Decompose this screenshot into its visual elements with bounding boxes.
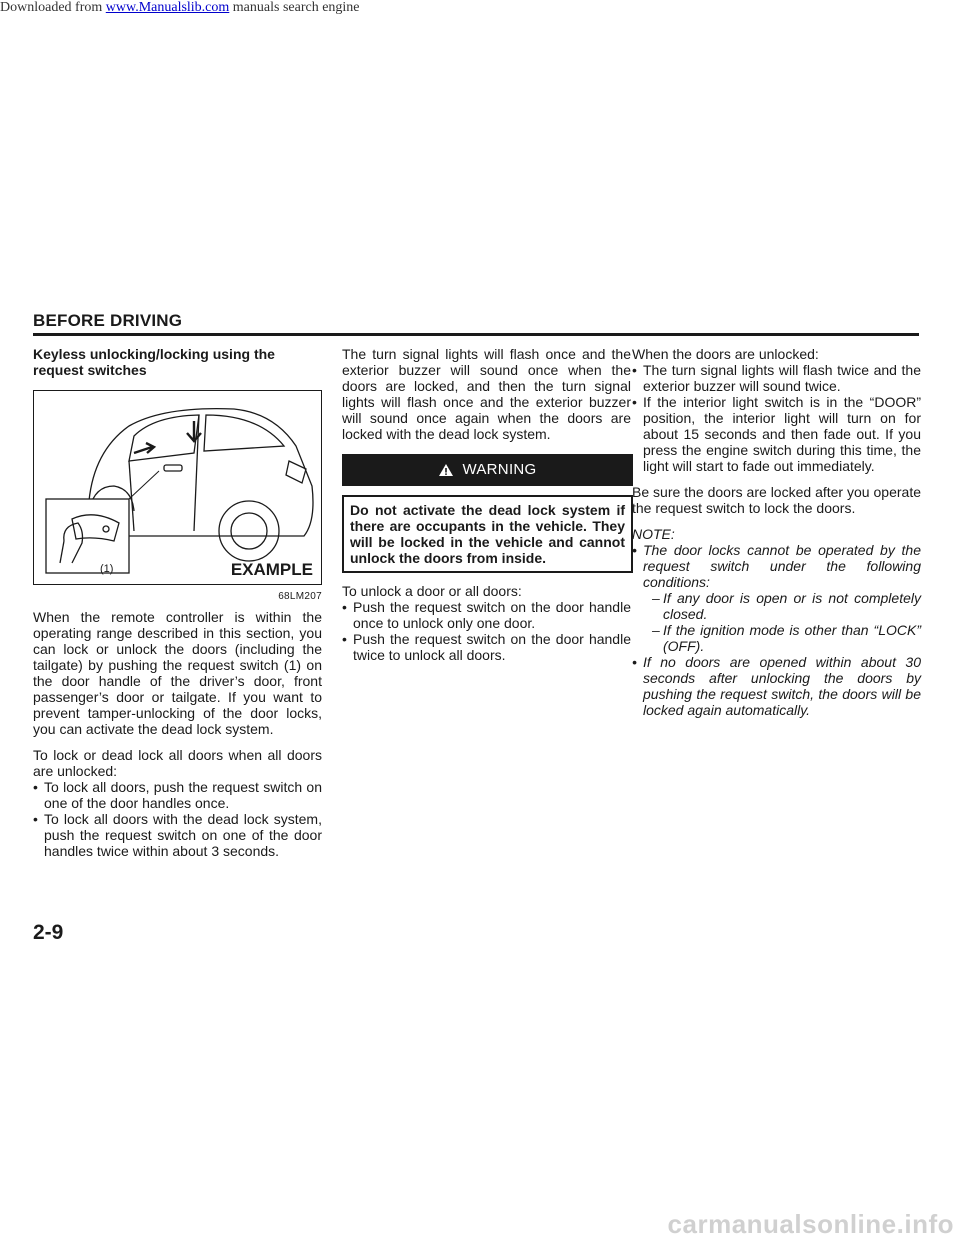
column-1 [33,346,322,869]
figure-label: EXAMPLE [230,560,313,579]
list-item: • The turn signal lights will flash twice and the exterior buzzer will sound twice. [632,362,921,394]
note-subitem: – If the ignition mode is other than “LOCK” (OFF). [643,622,921,654]
warning-box [342,454,633,573]
paragraph: To unlock a door or all doors: [342,583,522,599]
note-sublist [643,590,921,654]
banner-suffix: manuals search engine [229,0,360,15]
list-item: • Push the request switch on the door handle twice to unlock all doors. [342,631,631,663]
note-list [632,542,921,718]
note-subitem: – If any door is open or is not completely closed. [643,590,921,622]
warning-icon [438,463,454,477]
column-3 [632,346,921,728]
page-number: 2-9 [33,921,64,944]
paragraph: The turn signal lights will flash once and the exterior buzzer will sound once when the doors are locked, and then the turn signal lights will flash once and the exterior buzzer will sound once again when the doors are locked with the dead lock system. [342,346,631,442]
warning-title: WARNING [462,461,537,478]
car-drawing [34,391,321,584]
bullet-list [33,779,322,859]
bullet-list [632,362,921,474]
note-item-text: The door locks cannot be operated by the request switch under the following conditions: [643,542,921,590]
figure-code: 68LM207 [278,591,322,602]
note-label: NOTE: [632,526,675,542]
subsection-heading: Keyless unlocking/locking using the request switches [33,346,275,378]
section-title: BEFORE DRIVING [33,311,183,330]
list-item: • To lock all doors with the dead lock system, push the request switch on one of the door handles twice within about 3 seconds. [33,811,322,859]
figure-callout: (1) [100,563,114,575]
manualslib-link[interactable]: www.Manualslib.com [105,0,230,15]
warning-text: Do not activate the dead lock system if there are occupants in the vehicle. They will be locked in the vehicle and cannot unlock the doors from inside. [342,495,633,573]
watermark: carmanualsonline.info [667,1209,954,1239]
note-item: • If no doors are opened within about 30 seconds after unlocking the doors by pushing the request switch, the doors will be locked again automatically. [632,654,921,718]
paragraph: To lock or dead lock all doors when all doors are unlocked: [33,747,322,779]
download-banner [0,0,960,15]
paragraph: When the remote controller is within the operating range described in this section, you can lock or unlock the doors (including the tailgate) by pushing the request switch (1) on the door handle of the driver’s door, front passenger’s door or tailgate. If you want to prevent tamper-unlocking of the door locks, you can activate the dead lock system. [33,609,322,737]
list-item: • To lock all doors, push the request switch on one of the door handles once. [33,779,322,811]
list-item: • If the interior light switch is in the “DOOR” position, the interior light will turn on for about 15 seconds and then fade out. If you press the engine switch during this time, the light will start to fade out immediately. [632,394,921,474]
car-illustration [33,390,322,585]
banner-prefix: Downloaded from [0,0,106,15]
note-item [632,542,921,654]
paragraph: When the doors are unlocked: [632,346,819,362]
paragraph: Be sure the doors are locked after you operate the request switch to lock the doors. [632,484,921,516]
list-item: • Push the request switch on the door handle once to unlock only one door. [342,599,631,631]
header-rule [33,333,919,336]
column-2 [342,346,631,673]
bullet-list [342,599,631,663]
warning-header [342,454,633,486]
